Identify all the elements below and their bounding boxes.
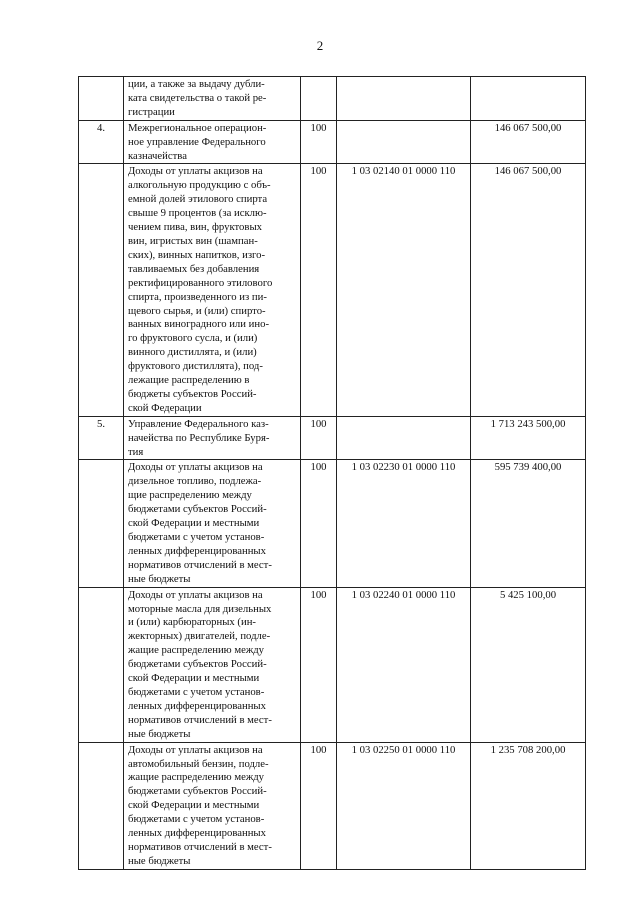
row-name-line: алкогольную продукцию с объ- <box>128 179 271 192</box>
row-name-line: начейства по Республике Буря- <box>128 431 270 444</box>
row-name-line: спирта, произведенного из пи- <box>128 290 267 303</box>
row-kbk-cell: 1 03 02140 01 0000 110 <box>337 164 471 416</box>
page-number: 2 <box>316 38 324 53</box>
row-name-line: тавливаемых без добавления <box>128 262 260 275</box>
row-number-cell: 4. <box>79 120 124 164</box>
row-name-line: свыше 9 процентов (за исклю- <box>128 207 267 220</box>
row-name-line: лежащие распределению в <box>128 374 250 387</box>
row-number-cell <box>79 460 124 587</box>
row-name-line: нормативов отчислений в мест- <box>128 558 272 571</box>
row-name-line: Доходы от уплаты акцизов на <box>128 588 263 601</box>
row-name-cell <box>124 742 301 869</box>
row-name-line: бюджетами субъектов Россий- <box>128 503 267 516</box>
row-name-line: чением пива, вин, фруктовых <box>128 221 262 234</box>
revenue-table <box>78 76 586 870</box>
row-name-line: бюджетами с учетом установ- <box>128 685 265 698</box>
table-row <box>79 120 586 164</box>
row-name-line: казначейства <box>128 149 187 162</box>
row-name-line: фруктового дистиллята), под- <box>128 360 263 373</box>
row-name-line: ные бюджеты <box>128 727 191 740</box>
table-row <box>79 164 586 416</box>
row-name-line: ской Федерации <box>128 401 202 414</box>
row-name-line: гистрации <box>128 105 175 118</box>
row-name-line: бюджетами с учетом установ- <box>128 531 265 543</box>
row-name-line: ленных дифференцированных <box>128 827 266 840</box>
table-row <box>79 416 586 460</box>
table-row <box>79 460 586 587</box>
row-name-line: Доходы от уплаты акцизов на <box>128 461 263 474</box>
row-sum-cell: 146 067 500,00 <box>471 164 586 416</box>
row-name-line: винного дистиллята, и (или) <box>128 346 257 359</box>
row-number-cell <box>79 164 124 416</box>
row-name-line: бюджетами субъектов Россий- <box>128 785 267 798</box>
row-name-line: ката свидетельства о такой ре- <box>128 91 267 104</box>
row-name-line: ской Федерации и местными <box>128 517 260 530</box>
row-name-line: и (или) карбюраторных (ин- <box>128 616 256 629</box>
row-number-cell: 5. <box>79 416 124 460</box>
row-name-line: бюджетами субъектов Россий- <box>128 658 267 671</box>
row-name-line: моторные масла для дизельных <box>128 602 272 615</box>
row-name-line: ских), винных напитков, изго- <box>128 248 266 261</box>
row-admin-code-cell: 100 <box>301 416 337 460</box>
row-name-line: ции, а также за выдачу дубли- <box>128 78 265 90</box>
row-sum-cell: 595 739 400,00 <box>471 460 586 587</box>
row-name-line: Доходы от уплаты акцизов на <box>128 743 263 756</box>
row-name-line: нормативов отчислений в мест- <box>128 713 272 726</box>
row-kbk-cell: 1 03 02250 01 0000 110 <box>337 742 471 869</box>
row-name-line: бюджеты субъектов Россий- <box>128 387 257 400</box>
row-name-line: Управление Федерального каз- <box>128 417 269 430</box>
row-name-line: жекторных) двигателей, подле- <box>128 630 271 643</box>
row-name-line: Межрегиональное операцион- <box>128 121 267 134</box>
table-row <box>79 742 586 869</box>
row-number-cell <box>79 587 124 742</box>
row-name-line: щие распределению между <box>128 489 252 502</box>
row-sum-cell: 5 425 100,00 <box>471 587 586 742</box>
row-kbk-cell: 1 03 02240 01 0000 110 <box>337 587 471 742</box>
row-admin-code-cell: 100 <box>301 164 337 416</box>
row-admin-code-cell: 100 <box>301 120 337 164</box>
row-number-cell <box>79 742 124 869</box>
row-name-cell <box>124 77 301 121</box>
row-kbk-cell <box>337 77 471 121</box>
row-admin-code-cell <box>301 77 337 121</box>
row-name-line: ное управление Федерального <box>128 135 266 148</box>
row-name-line: жащие распределению между <box>128 644 265 657</box>
table-row <box>79 77 586 121</box>
row-name-line: ные бюджеты <box>128 854 191 867</box>
row-name-line: ванных виноградного или ино- <box>128 318 270 331</box>
row-name-line: жащие распределению между <box>128 771 265 784</box>
row-kbk-cell <box>337 416 471 460</box>
row-name-line: ской Федерации и местными <box>128 799 260 812</box>
row-name-line: автомобильный бензин, подле- <box>128 757 269 770</box>
row-name-line: ской Федерации и местными <box>128 672 260 685</box>
row-number-cell <box>79 77 124 121</box>
row-sum-cell: 146 067 500,00 <box>471 120 586 164</box>
row-admin-code-cell: 100 <box>301 742 337 869</box>
row-name-line: ректифицированного этилового <box>128 276 273 289</box>
row-name-line: ные бюджеты <box>128 572 191 585</box>
row-kbk-cell: 1 03 02230 01 0000 110 <box>337 460 471 587</box>
row-name-cell <box>124 416 301 460</box>
row-kbk-cell <box>337 120 471 164</box>
table-row <box>79 587 586 742</box>
row-name-line: бюджетами с учетом установ- <box>128 813 265 826</box>
row-sum-cell: 1 713 243 500,00 <box>471 416 586 460</box>
row-sum-cell: 1 235 708 200,00 <box>471 742 586 869</box>
row-name-line: ленных дифференцированных <box>128 699 266 712</box>
row-sum-cell <box>471 77 586 121</box>
row-name-line: Доходы от уплаты акцизов на <box>128 165 263 178</box>
row-name-line: нормативов отчислений в мест- <box>128 840 272 853</box>
row-admin-code-cell: 100 <box>301 587 337 742</box>
row-admin-code-cell: 100 <box>301 460 337 587</box>
row-name-cell <box>124 587 301 742</box>
row-name-cell <box>124 460 301 587</box>
row-name-line: го фруктового сусла, и (или) <box>128 332 258 345</box>
row-name-cell <box>124 120 301 164</box>
row-name-line: щевого сырья, и (или) спирто- <box>128 304 266 317</box>
row-name-line: тия <box>128 445 144 458</box>
row-name-cell <box>124 164 301 416</box>
row-name-line: вин, игристых вин (шампан- <box>128 234 258 247</box>
row-name-line: ленных дифференцированных <box>128 544 266 557</box>
row-name-line: емной долей этилового спирта <box>128 193 268 206</box>
row-name-line: дизельное топливо, подлежа- <box>128 475 262 488</box>
